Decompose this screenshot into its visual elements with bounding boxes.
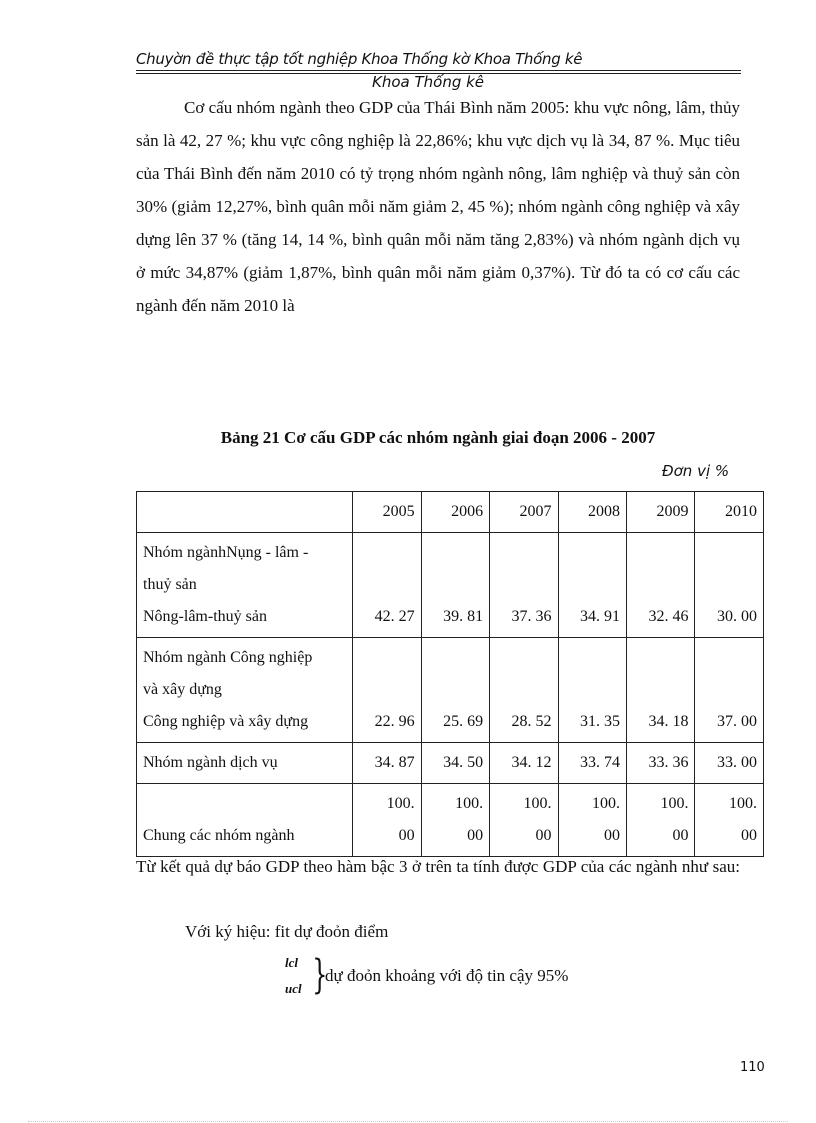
year-header: 2010 xyxy=(695,492,764,533)
row-label-line xyxy=(143,788,346,820)
value-cell: 100. 00 xyxy=(353,784,421,857)
value-cell: 34. 18 xyxy=(627,638,695,743)
brace-icon: } xyxy=(312,952,328,998)
intro-paragraph: Cơ cấu nhóm ngành theo GDP của Thái Bình năm 2005: khu vực nông, lâm, thủy sản là 42, 27 %; khu vực công nghiệp là 22,86%; khu vực dịch vụ là 34, 87 %. Mục tiêu của Thái Bình đến năm 2010 có tỷ trọng nhóm ngành nông, lâm nghiệp và thuỷ sản còn 30% (giảm 12,27%, bình quân mỗi năm giảm 2, 45 %); nhóm ngành công nghiệp và xây dựng lên 37 % (tăng 14, 14 %, bình quân mỗi năm tăng 2,83%) và nhóm ngành dịch vụ ở mức 34,87% (giảm 1,87%, bình quân mỗi năm giảm 0,37%). Từ đó ta có cơ cấu các ngành đến năm 2010 là xyxy=(136,98,740,315)
value-cell: 100. 00 xyxy=(695,784,764,857)
value-cell: 42. 27 xyxy=(353,533,421,638)
interval-notation xyxy=(285,952,625,1005)
year-header: 2008 xyxy=(558,492,626,533)
value-cell: 100. 00 xyxy=(421,784,489,857)
table-row xyxy=(137,743,764,784)
value-cell: 22. 96 xyxy=(353,638,421,743)
row-label-line: Công nghiệp và xây dựng xyxy=(143,713,309,730)
value-cell: 34. 91 xyxy=(558,533,626,638)
value-cell: 33. 36 xyxy=(627,743,695,784)
value-cell: 34. 50 xyxy=(421,743,489,784)
running-header-subline: Khoa Thống kê xyxy=(372,73,485,91)
table-row xyxy=(137,533,764,638)
row-label-line: Nhóm ngànhNụng - lâm - xyxy=(143,544,309,561)
value-cell: 33. 74 xyxy=(558,743,626,784)
value-cell: 100. 00 xyxy=(490,784,558,857)
ucl-symbol: ucl xyxy=(285,981,302,996)
value-cell: 34. 87 xyxy=(353,743,421,784)
row-label-line: Chung các nhóm ngành xyxy=(143,827,295,844)
interval-description: dự đoỏn khoảng với độ tin cậy 95% xyxy=(325,966,569,985)
year-header: 2006 xyxy=(421,492,489,533)
table-header-row xyxy=(137,492,764,533)
table-unit: Đơn vị % xyxy=(662,462,730,480)
row-label xyxy=(137,638,353,743)
value-cell: 28. 52 xyxy=(490,638,558,743)
value-cell: 37. 00 xyxy=(695,638,764,743)
value-cell: 39. 81 xyxy=(421,533,489,638)
row-label-line: Nhóm ngành Công nghiệp xyxy=(143,649,313,666)
value-cell: 34. 12 xyxy=(490,743,558,784)
table-row xyxy=(137,638,764,743)
year-header: 2005 xyxy=(353,492,421,533)
running-header: Chuyờn đề thực tập tốt nghiệp Khoa Thống kờ Khoa Thống kê xyxy=(136,50,583,68)
value-cell: 31. 35 xyxy=(558,638,626,743)
value-cell: 100. 00 xyxy=(558,784,626,857)
value-cell: 33. 00 xyxy=(695,743,764,784)
year-header: 2007 xyxy=(490,492,558,533)
table-title: Bảng 21 Cơ cấu GDP các nhóm ngành giai đoạn 2006 - 2007 xyxy=(220,428,656,447)
row-label xyxy=(137,743,353,784)
header-rule xyxy=(136,70,741,71)
row-label-line: thuỷ sản xyxy=(143,576,197,593)
row-label-line: Nhóm ngành dịch vụ xyxy=(143,754,278,771)
table-corner-cell xyxy=(137,492,353,533)
value-cell: 25. 69 xyxy=(421,638,489,743)
year-header: 2009 xyxy=(627,492,695,533)
value-cell: 100. 00 xyxy=(627,784,695,857)
table-row xyxy=(137,784,764,857)
forecast-paragraph: Từ kết quả dự báo GDP theo hàm bậc 3 ở trên ta tính được GDP của các ngành như sau: xyxy=(136,857,740,876)
value-cell: 30. 00 xyxy=(695,533,764,638)
value-cell: 37. 36 xyxy=(490,533,558,638)
footer-rule xyxy=(28,1121,788,1122)
gdp-structure-table xyxy=(136,491,764,857)
row-label xyxy=(137,784,353,857)
lcl-symbol: lcl xyxy=(285,955,298,970)
row-label xyxy=(137,533,353,638)
page-number: 110 xyxy=(740,1060,765,1075)
row-label-line: Nông-lâm-thuỷ sản xyxy=(143,608,267,625)
value-cell: 32. 46 xyxy=(627,533,695,638)
notation-note: Với ký hiệu: fit dự đoỏn điểm xyxy=(185,922,389,941)
row-label-line: và xây dựng xyxy=(143,681,222,698)
